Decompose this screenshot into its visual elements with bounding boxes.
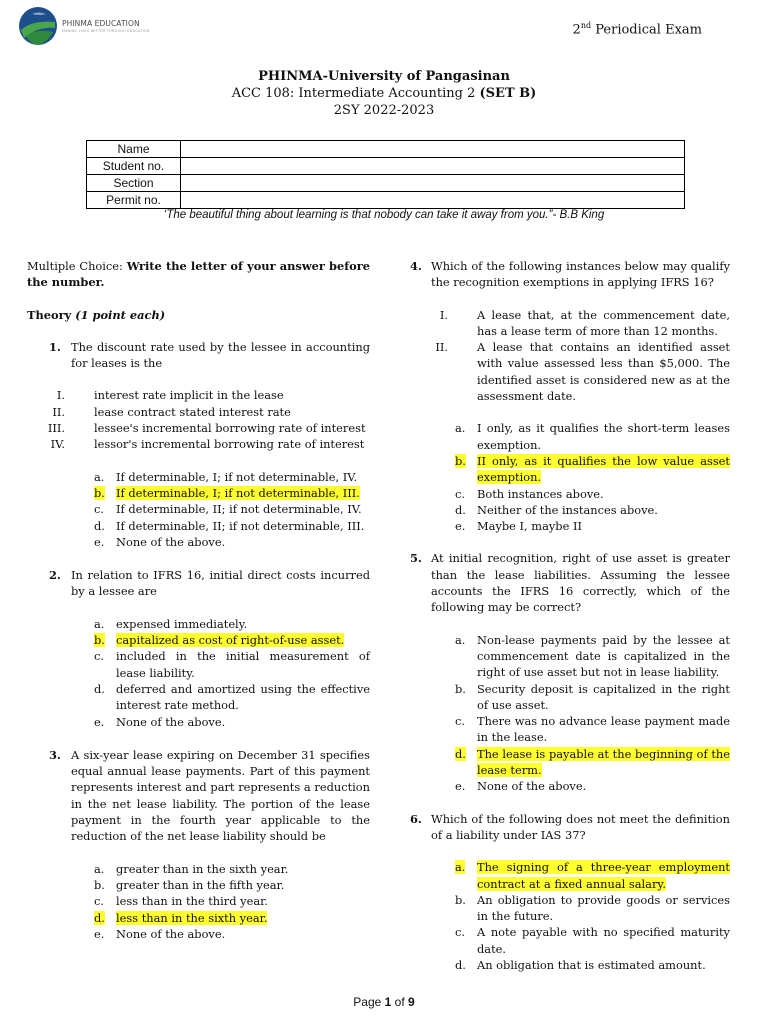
list-item [27,420,370,436]
option-text: A note payable with no specified maturity date. [477,925,730,956]
option-text: II only, as it qualifies the low value asset exemption. [477,453,730,485]
option-letter: a. [94,616,105,631]
page-number: 1 [384,995,392,1009]
list-item [27,387,370,403]
question-number: 6. [410,811,422,826]
option-letter: e. [455,779,466,794]
logo-tagline: MAKING LIVES BETTER THROUGH EDUCATION [62,29,150,33]
answer-option [27,861,370,877]
answer-option [410,892,730,925]
option-letter: d. [455,502,466,517]
answer-option [27,877,370,893]
option-text: Both instances above. [477,486,604,501]
answer-option [410,778,730,794]
question-text: The discount rate used by the lessee in accounting for leases is the [71,339,370,371]
section-title [27,307,370,323]
option-letter: c. [94,649,105,664]
section-field[interactable] [181,175,685,192]
logo-name: PHINMA EDUCATION [62,19,140,28]
question-6 [410,811,730,844]
section-points: (1 point each) [75,307,166,322]
option-letter: b. [455,681,466,696]
option-letter: e. [94,534,105,549]
item-text: lease contract stated interest rate [94,404,291,419]
quote: ‘The beautiful thing about learning is that nobody can take it away from you.”- B.B King [163,209,605,221]
question-text: In relation to IFRS 16, initial direct costs incurred by a lessee are [71,568,370,599]
option-text: less than in the sixth year. [116,910,268,925]
list-item [410,307,730,340]
answer-option [410,502,730,518]
question-1 [27,339,370,372]
answer-option [27,926,370,942]
info-row-student-no [87,158,685,175]
option-text: If determinable, II; if not determinable, IV. [116,502,362,517]
option-text: None of the above. [116,534,226,549]
answer-option [27,616,370,632]
option-letter: d. [455,746,466,761]
name-field[interactable] [181,141,685,158]
question-text: At initial recognition, right of use asset is greater than the lease liabilities. Assuming the lessee accounts the IFRS 16 correctly, which of the following may be correct? [431,551,730,615]
answer-option [27,534,370,550]
option-letter: b. [455,892,466,907]
question-number: 3. [49,747,61,762]
info-label: Section [87,175,181,192]
answer-option [410,486,730,502]
left-column [27,258,370,942]
option-text: An obligation that is estimated amount. [477,957,706,972]
item-numeral: I. [56,388,65,403]
option-letter: d. [94,681,105,696]
info-label: Permit no. [87,192,181,209]
option-letter: c. [455,486,466,501]
option-text: The lease is payable at the beginning of the lease term. [477,746,730,778]
instructions-lead: Multiple Choice: [27,259,127,273]
option-text: None of the above. [116,926,226,941]
option-text: I only, as it qualifies the short-term leases exemption. [477,421,730,452]
course-title [0,85,768,102]
answer-option [410,420,730,453]
item-text: interest rate implicit in the lease [94,388,284,403]
answer-option [410,632,730,681]
student-no-field[interactable] [181,158,685,175]
answer-option [27,518,370,534]
item-numeral: IV. [50,437,65,452]
option-text: There was no advance lease payment made in the lease. [477,714,730,745]
answer-option-highlighted [410,746,730,779]
option-letter: e. [94,714,105,729]
exam-number-suffix: nd [580,21,592,30]
option-text: greater than in the sixth year. [116,861,289,876]
option-text: None of the above. [477,779,587,794]
question-5 [410,550,730,615]
option-text: greater than in the fifth year. [116,877,285,892]
page-header [0,0,768,60]
answer-option-highlighted [410,453,730,486]
option-letter: a. [455,632,466,647]
answer-option-highlighted [27,632,370,648]
answer-option [410,518,730,534]
page-footer [0,995,768,1009]
option-text: If determinable, I; if not determinable, III. [116,485,360,500]
item-text: A lease that contains an identified asset with value assessed less than $5,000. The identified asset is considered new as at the assessment date. [477,340,730,404]
item-text: lessor's incremental borrowing rate of interest [94,437,365,452]
title-block [0,69,768,119]
info-row-name [87,141,685,158]
option-letter: b. [94,633,105,648]
item-text: lessee's incremental borrowing rate of interest [94,421,366,436]
phinma-logo [18,6,150,46]
answer-option-highlighted [27,910,370,926]
exam-number: 2 [572,22,581,38]
answer-option [27,681,370,714]
option-letter: d. [455,957,466,972]
info-label: Student no. [87,158,181,175]
answer-option-highlighted [27,485,370,501]
option-letter: e. [94,926,105,941]
info-label: Name [87,141,181,158]
option-letter: a. [94,861,105,876]
option-letter: d. [94,910,105,925]
info-row-permit-no [87,192,685,209]
exam-set: (SET B) [479,86,537,101]
question-4 [410,258,730,291]
question-number: 1. [49,339,61,354]
student-info-table [86,140,685,209]
option-text: expensed immediately. [116,616,248,631]
option-letter: b. [94,485,105,500]
option-text: An obligation to provide goods or services in the future. [477,892,730,924]
phinma-globe-icon [18,6,58,46]
question-number: 4. [410,259,422,273]
answer-option [27,714,370,730]
answer-option [410,957,730,973]
option-text: If determinable, I; if not determinable, IV. [116,469,358,484]
option-letter: c. [94,894,105,909]
list-item [27,404,370,420]
permit-no-field[interactable] [181,192,685,209]
option-text: Neither of the instances above. [477,502,658,517]
option-letter: c. [455,714,466,729]
option-text: capitalized as cost of right-of-use asset. [116,633,345,648]
page-label: Page [353,995,385,1009]
answer-option [410,924,730,957]
answer-option [27,469,370,485]
option-text: If determinable, II; if not determinable, III. [116,518,365,533]
option-letter: d. [94,518,105,533]
course-name: ACC 108: Intermediate Accounting 2 [231,86,480,101]
question-number: 2. [49,568,61,583]
option-letter: b. [455,453,466,468]
option-letter: c. [455,925,466,940]
info-row-section [87,175,685,192]
exam-title: Periodical Exam [591,22,702,38]
option-text: The signing of a three-year employment contract at a fixed annual salary. [477,860,730,891]
answer-option-highlighted [410,859,730,892]
question-number: 5. [410,551,422,566]
option-letter: e. [455,519,466,534]
answer-option [27,648,370,681]
exam-label [573,21,702,37]
option-text: Maybe I, maybe II [477,519,582,534]
list-item [410,339,730,404]
answer-option [410,713,730,746]
item-numeral: III. [47,421,65,436]
question-text: Which of the following does not meet the definition of a liability under IAS 37? [431,811,730,842]
list-item [27,436,370,452]
section-name: Theory [27,307,76,322]
question-3 [27,747,370,845]
option-letter: a. [94,469,105,484]
right-column [410,258,730,973]
option-letter: a. [455,860,466,875]
option-text: Security deposit is capitalized in the right of use asset. [477,681,730,712]
page-total: 9 [408,995,415,1009]
item-text: A lease that, at the commencement date, has a lease term of more than 12 months. [477,307,730,338]
option-text: deferred and amortized using the effective interest rate method. [116,681,370,713]
school-name: PHINMA-University of Pangasinan [258,69,510,84]
option-text: less than in the third year. [116,894,268,909]
answer-option [410,681,730,714]
question-2 [27,567,370,600]
question-text: A six-year lease expiring on December 31 specifies equal annual lease payments. Part of this payment represents interest and part represents a reduction in the net lease liability. The portion of the lease payment in the fourth year applicable to the reduction of the net lease liability should be [71,747,370,844]
page-of: of [391,995,409,1009]
item-numeral: I. [439,307,448,322]
answer-option [27,501,370,517]
option-letter: c. [94,502,105,517]
option-letter: a. [455,421,466,436]
school-year: 2SY 2022-2023 [333,103,435,118]
item-numeral: II. [435,340,448,355]
option-letter: b. [94,877,105,892]
option-text: None of the above. [116,714,226,729]
answer-option [27,893,370,909]
option-text: included in the initial measurement of lease liability. [116,649,370,680]
item-numeral: II. [52,404,65,419]
question-text: Which of the following instances below may qualify the recognition exemptions in applying IFRS 16? [431,259,730,290]
instructions-bold: Write the letter of your answer before the number. [27,259,370,290]
option-text: Non-lease payments paid by the lessee at commencement date is capitalized in the right of use asset but not in lease liability. [477,632,730,680]
instructions [27,258,370,291]
